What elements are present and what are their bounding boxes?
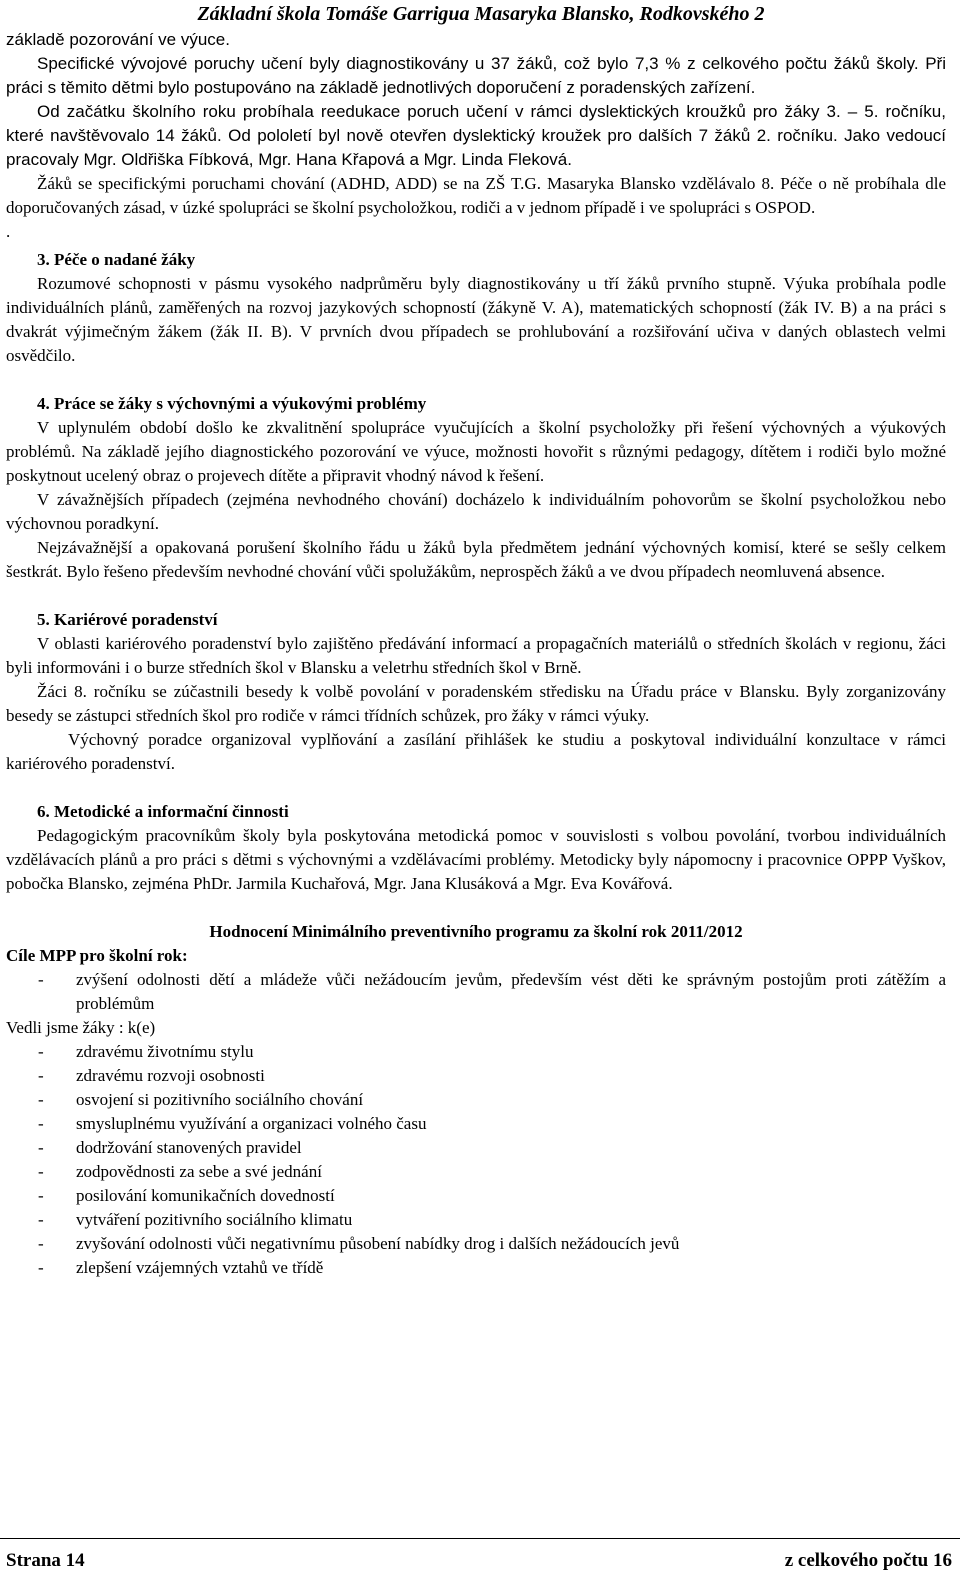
list-dash: -	[38, 1258, 44, 1277]
list-item-text: vytváření pozitivního sociálního klimatu	[76, 1210, 353, 1229]
list-item	[6, 1040, 946, 1064]
section-4-number: 4.	[37, 394, 50, 413]
intro-paragraph-dyslexia-clubs: Od začátku školního roku probíhala reedukace poruch učení v rámci dyslektických kroužků pro žáky 3. – 5. ročníku, které navštěvovalo 14 žáků. Od pololetí byl nově otevřen dyslektický kroužek pro dalších 7 žáků 2. ročníku. Jako vedoucí pracovaly Mgr. Oldřiška Fíbková, Mgr. Hana Křapová a Mgr. Linda Fleková.	[6, 102, 946, 169]
section-6-title: Metodické a informační činnosti	[54, 802, 289, 821]
list-dash: -	[38, 970, 44, 989]
section-5-number: 5.	[37, 610, 50, 629]
section-6-number: 6.	[37, 802, 50, 821]
section-4-heading	[6, 392, 946, 416]
list-item	[6, 1064, 946, 1088]
list-item-text: dodržování stanovených pravidel	[76, 1138, 302, 1157]
list-dash: -	[38, 1090, 44, 1109]
section-4-paragraph-2: V závažnějších případech (zejména nevhodného chování) docházelo k individuálním pohovorům se školní psycholožkou nebo výchovnou poradkyní.	[6, 490, 946, 533]
section-3-number: 3.	[37, 250, 50, 269]
section-5-paragraph-1: V oblasti kariérového poradenství bylo zajištěno předávání informací a propagačních materiálů o středních školách v regionu, žáci byli informováni i o burze středních škol v Blansku a veletrhu středních škol v Brně.	[6, 634, 946, 677]
list-item-text: zvyšování odolnosti vůči negativnímu působení nabídky drog i dalších nežádoucích jevů	[76, 1234, 680, 1253]
list-item-text: osvojení si pozitivního sociálního chování	[76, 1090, 364, 1109]
list-item-text: zvýšení odolnosti dětí a mládeže vůči nežádoucím jevům, především vést děti ke správným postojům proti zátěžím a problémům	[76, 970, 946, 1013]
section-6-heading	[6, 800, 946, 824]
section-5-heading	[6, 608, 946, 632]
list-item	[6, 1160, 946, 1184]
list-item	[6, 1208, 946, 1232]
section-4-paragraph-1: V uplynulém období došlo ke zkvalitnění spolupráce vyučujících a školní psycholožky při řešení výchovných a výukových problémů. Na základě jejího diagnostického pozorování ve výuce, možnosti hovořit s různými pedagogy, dítětem i rodiči bylo možné poskytnout ucelený obraz o projevech dítěte a připravit vhodný návod k řešení.	[6, 418, 946, 485]
mpp-goals-label: Cíle MPP pro školní rok:	[6, 946, 188, 965]
list-item-text: zlepšení vzájemných vztahů ve třídě	[76, 1258, 324, 1277]
list-dash: -	[38, 1210, 44, 1229]
list-dash: -	[38, 1042, 44, 1061]
intro-paragraph-behavior-disorders: Žáků se specifickými poruchami chování (ADHD, ADD) se na ZŠ T.G. Masaryka Blansko vzdělávalo 8. Péče o ně probíhala dle doporučovaných zásad, v úzké spolupráci se školní psycholožkou, rodiči a v jednom případě i ve spolupráci s OSPOD.	[6, 174, 946, 217]
list-item-text: zdravému životnímu stylu	[76, 1042, 254, 1061]
intro-paragraph-specific-disorders: Specifické vývojové poruchy učení byly diagnostikovány u 37 žáků, což bylo 7,3 % z celkového počtu žáků školy. Při práci s těmito dětmi bylo postupováno na základě jednotlivých doporučení z poradenských zařízení.	[6, 54, 946, 97]
intro-dot: .	[6, 222, 11, 241]
list-item-text: zodpovědnosti za sebe a své jednání	[76, 1162, 322, 1181]
mpp-title: Hodnocení Minimálního preventivního programu za školní rok 2011/2012	[209, 922, 743, 941]
section-6-paragraph: Pedagogickým pracovníkům školy byla poskytována metodická pomoc v souvislosti s volbou povolání, tvorbou individuálních vzdělávacích plánů a pro práci s dětmi s výchovnými a vzdělávacími problémy. Metodicky byly nápomocny i pracovnice OPPP Vyškov, pobočka Blansko, zejména PhDr. Jarmila Kuchařová, Mgr. Jana Klusáková a Mgr. Eva Kovářová.	[6, 826, 946, 893]
list-item	[6, 1256, 946, 1280]
list-item	[6, 1088, 946, 1112]
section-3-paragraph: Rozumové schopnosti v pásmu vysokého nadprůměru byly diagnostikovány u tří žáků prvního stupně. Výuka probíhala podle individuálních plánů, zaměřených na rozvoj jazykových schopností (žákyně V. A), matematických schopností (žák IV. B) a na práci s dvakrát výjimečným žákem (žák II. B). V prvních dvou případech se prohlubování a rozšiřování učiva v daných oblastech velmi osvědčilo.	[6, 274, 946, 365]
list-item	[6, 968, 946, 1016]
list-item-text: smysluplnému využívání a organizaci volného času	[76, 1114, 427, 1133]
list-item	[6, 1136, 946, 1160]
list-dash: -	[38, 1138, 44, 1157]
list-item-text: posilování komunikačních dovedností	[76, 1186, 335, 1205]
mpp-led-label: Vedli jsme žáky : k(e)	[6, 1018, 156, 1037]
list-dash: -	[38, 1234, 44, 1253]
section-5-paragraph-3: Výchovný poradce organizoval vyplňování a zasílání přihlášek ke studiu a poskytoval individuální konzultace v rámci kariérového poradenství.	[6, 730, 946, 773]
document-header: Základní škola Tomáše Garrigua Masaryka Blansko, Rodkovského 2	[197, 3, 765, 25]
list-item-text: zdravému rozvoji osobnosti	[76, 1066, 265, 1085]
document-body	[6, 28, 946, 1280]
list-item	[6, 1232, 946, 1256]
section-3-title: Péče o nadané žáky	[54, 250, 196, 269]
section-4-title: Práce se žáky s výchovnými a výukovými problémy	[54, 394, 427, 413]
list-dash: -	[38, 1066, 44, 1085]
list-dash: -	[38, 1162, 44, 1181]
section-5-paragraph-2: Žáci 8. ročníku se zúčastnili besedy k volbě povolání v poradenském středisku na Úřadu práce v Blansku. Byly zorganizovány besedy se zástupci středních škol pro rodiče v rámci třídních schůzek, pro žáky v rámci výuky.	[6, 682, 946, 725]
section-4-paragraph-3: Nejzávažnější a opakovaná porušení školního řádu u žáků byla předmětem jednání výchovných komisí, které se sešly celkem šestkrát. Bylo řešeno především nevhodné chování vůči spolužákům, neprospěch žáků a ve dvou případech neomluvená absence.	[6, 538, 946, 581]
mpp-goals-list	[6, 968, 946, 1016]
footer-page-total: z celkového počtu 16	[784, 1550, 952, 1571]
list-dash: -	[38, 1114, 44, 1133]
list-item	[6, 1184, 946, 1208]
intro-paragraph-tail: základě pozorování ve výuce.	[6, 30, 230, 49]
footer-page-number: Strana 14	[6, 1550, 85, 1571]
section-3-heading	[6, 248, 946, 272]
section-5-title: Kariérové poradenství	[54, 610, 218, 629]
mpp-led-list	[6, 1040, 946, 1280]
list-item	[6, 1112, 946, 1136]
list-dash: -	[38, 1186, 44, 1205]
footer-rule	[0, 1538, 960, 1539]
